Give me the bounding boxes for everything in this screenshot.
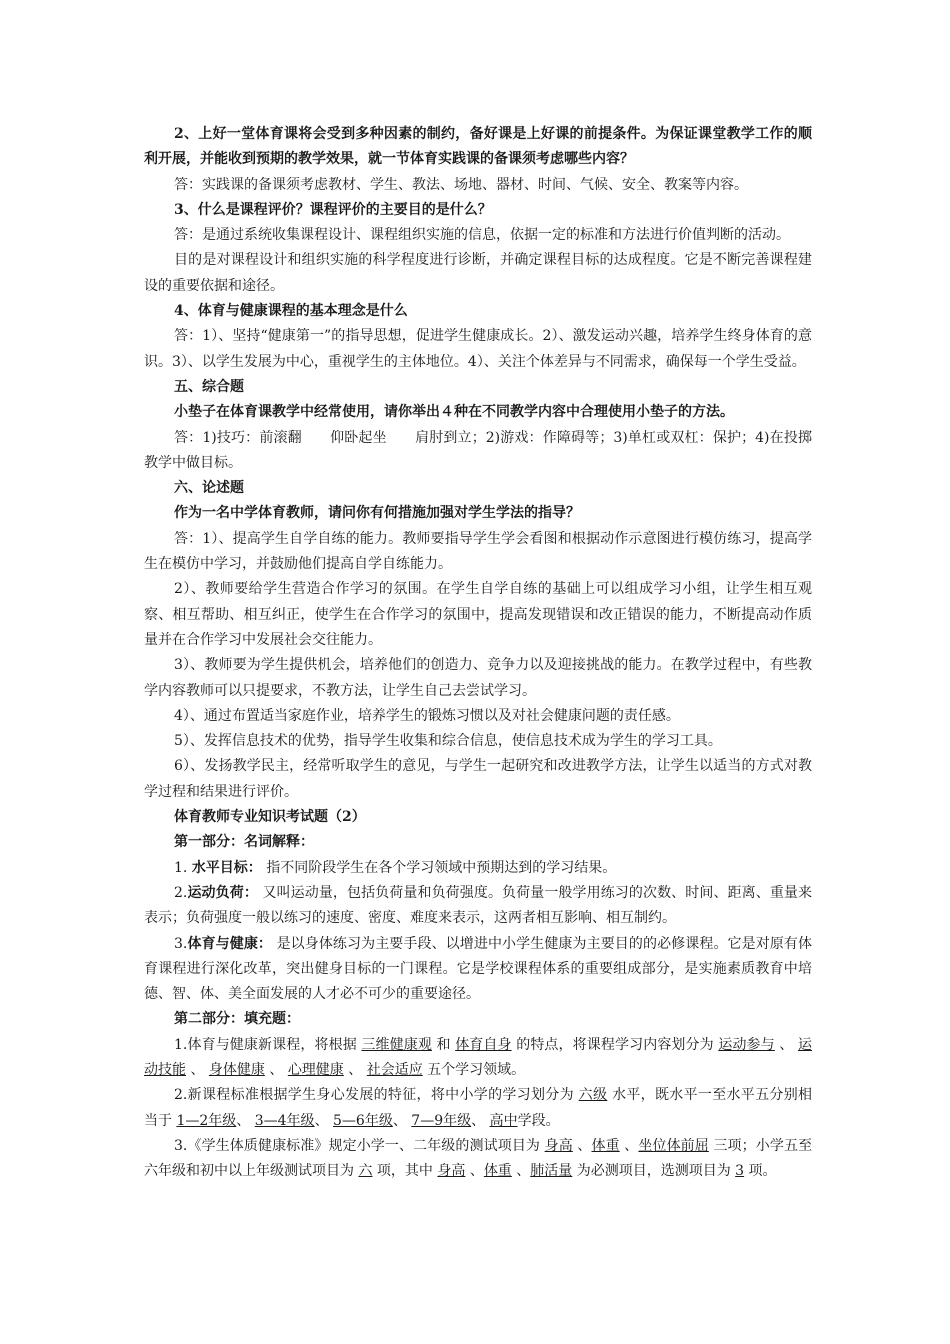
term-2-number: 2. [174,884,188,901]
fill2-text-4: 、 [314,1112,329,1129]
section6-point-6: 6）、发扬教学民主，经常听取学生的意见，与学生一起研究和改进教学方法，让学生以适当的方式对教学过程和结果进行评价。 [144,758,812,800]
q2-answer: 答：实践课的备课须考虑教材、学生、教法、场地、器材、时间、气候、安全、教案等内容。 [174,176,748,193]
fill3-text-3: 、 [624,1137,639,1154]
q3-answer-purpose: 目的是对课程设计和组织实施的科学程度进行诊断，并确定课程目标的达成程度。它是不断完善课程建设的重要依据和途径。 [144,252,812,294]
section6-point-4: 4）、通过布置适当家庭作业，培养学生的锻炼习惯以及对社会健康问题的责任感。 [174,707,680,724]
fill1-answer-3: 运动参与 [718,1036,775,1053]
part1-heading: 第一部分：名词解释： [174,834,314,851]
fill3-answer-7: 肺活量 [530,1163,573,1180]
section6-point-1: 答：1）、提高学生自学自练的能力。教师要指导学生学会看图和根据动作示意图进行模仿练习，提高学生在模仿中学习，并鼓励他们提高自学自练能力。 [144,530,812,573]
document-body [144,122,812,1184]
section5-heading: 五、综合题 [174,378,244,395]
fill-question-2 [144,1083,812,1134]
fill1-answer-7: 社会适应 [366,1061,423,1078]
term-3-definition: 是以身体练习为主要手段、以增进中小学生健康为主要目的的必修课程。它是对原有体育课程进行深化改革，突出健身目标的一门课程。它是学校课程体系的重要组成部分，是实施素质教育中培德、智、体、美全面发展的人才必不可少的重要途径。 [144,935,813,1003]
term-2-name: 运动负荷： [187,884,258,901]
section6-point-5: 5）、发挥信息技术的优势，指导学生收集和综合信息，使信息技术成为学生的学习工具。 [174,733,722,750]
fill2-answer-1: 六级 [578,1087,608,1104]
q3-answer: 答：是通过系统收集课程设计、课程组织实施的信息，依据一定的标准和方法进行价值判断的活动。 [174,227,790,244]
fill2-answer-6: 高中 [489,1112,518,1129]
section6-heading: 六、论述题 [174,480,244,497]
exam2-title: 体育教师专业知识考试题（2） [174,809,366,826]
section5-answer: 答：1)技巧：前滚翻 仰卧起坐 肩肘到立；2)游戏：作障碍等；3)单杠或双杠：保护；4)在投掷教学中做目标。 [144,429,812,471]
fill2-text-1: 2.新课程标准根据学生身心发展的特征，将中小学的学习划分为 [174,1087,574,1104]
term-1-definition: 指不同阶段学生在各个学习领域中预期达到的学习结果。 [266,859,617,876]
term-1-name: 水平目标： [191,859,262,876]
fill3-text-2: 、 [577,1137,592,1154]
fill3-text-7: 、 [516,1163,531,1180]
fill3-answer-8: 3 [735,1163,745,1180]
fill1-text-4: 、 [779,1036,794,1053]
term-2 [144,881,812,932]
fill1-text-7: 、 [348,1061,363,1078]
fill3-text-8: 为必测项目，选测项目为 [576,1163,731,1180]
term-1 [144,856,812,881]
fill2-answer-3: 3—4年级 [254,1112,315,1129]
fill1-answer-5: 身体健康 [208,1061,265,1078]
part2-heading: 第二部分：填充题： [174,1011,300,1028]
q4-answer: 答：1）、坚持“健康第一”的指导思想，促进学生健康成长。2）、激发运动兴趣，培养学生终身体育的意识。3）、以学生发展为中心，重视学生的主体地位。4）、关注个体差异与不同需求，确保每一个学生受益。 [144,328,812,370]
fill1-text-1: 1.体育与健康新课程，将根据 [174,1036,357,1053]
fill2-text-3: 、 [236,1112,251,1129]
fill3-text-4: 三项；小学五至六年级和初中以上年级测试项目为 [144,1137,813,1180]
fill1-answer-4: 运动技能 [144,1036,813,1078]
q2-question: 2、上好一堂体育课将会受到多种因素的制约，备好课是上好课的前提条件。为保证课堂教学工作的顺利开展，并能收到预期的教学效果，就一节体育实践课的备课须考虑哪些内容？ [144,126,812,168]
section5-question: 小垫子在体育课教学中经常使用，请你举出４种在不同教学内容中合理使用小垫子的方法。 [174,404,734,421]
fill-question-1 [144,1033,812,1084]
fill3-answer-4: 六 [358,1163,373,1180]
fill1-text-5: 、 [190,1061,205,1078]
fill1-text-3: 的特点，将课程学习内容划分为 [516,1036,714,1053]
section6-point-2: 2）、教师要给学生营造合作学习的氛围。在学生自学自练的基础上可以组成学习小组，让学生相互观察、相互帮助、相互纠正，使学生在合作学习的氛围中，提高发现错误和改正错误的能力，不断提高动作质量并在合作学习中发展社会交往能力。 [144,581,812,648]
fill-question-3 [144,1134,812,1185]
fill1-answer-2: 体育自身 [455,1036,512,1053]
fill2-text-5: 、 [392,1112,407,1129]
fill2-text-6: 、 [471,1112,486,1129]
fill3-text-9: 项。 [748,1163,777,1180]
fill1-answer-6: 心理健康 [287,1061,344,1078]
fill3-answer-1: 身高 [544,1137,573,1154]
q3-question: 3、什么是课程评价？课程评价的主要目的是什么？ [174,201,492,218]
term-3 [144,932,812,1008]
section6-question: 作为一名中学体育教师，请问你有何措施加强对学生学法的指导？ [174,505,580,522]
fill3-answer-5: 身高 [437,1163,466,1180]
fill1-text-8: 五个学习领域。 [427,1061,526,1078]
fill3-answer-6: 体重 [483,1163,512,1180]
fill1-text-2: 和 [436,1036,451,1053]
term-1-number: 1. [174,859,188,876]
fill2-text-7: 学段。 [517,1112,560,1129]
fill3-answer-3: 坐位体前屈 [638,1137,709,1154]
section6-point-3: 3）、教师要为学生提供机会，培养他们的创造力、竞争力以及迎接挑战的能力。在教学过程中，有些教学内容教师可以只提要求，不教方法，让学生自己去尝试学习。 [144,657,812,699]
term-3-name: 体育与健康： [187,935,273,952]
fill2-answer-4: 5—6年级 [333,1112,393,1129]
q4-question: 4、体育与健康课程的基本理念是什么 [174,303,408,320]
fill3-text-6: 、 [469,1163,484,1180]
fill3-text-5: 项，其中 [376,1163,433,1180]
fill2-text-2: 水平，既水平一至水平五分别相当于 [144,1087,813,1129]
term-3-number: 3. [174,935,188,952]
term-2-definition: 又叫运动量，包括负荷量和负荷强度。负荷量一般学用练习的次数、时间、距离、重量来表示；负荷强度一般以练习的速度、密度、难度来表示，这两者相互影响、相互制约。 [144,884,813,927]
fill3-text-1: 3.《学生体质健康标准》规定小学一、二年级的测试项目为 [174,1137,541,1154]
fill2-answer-5: 7—9年级 [411,1112,472,1129]
fill1-answer-1: 三维健康观 [361,1036,432,1053]
fill1-text-6: 、 [269,1061,284,1078]
fill3-answer-2: 体重 [591,1137,620,1154]
fill2-answer-2: 1—2年级 [176,1112,237,1129]
